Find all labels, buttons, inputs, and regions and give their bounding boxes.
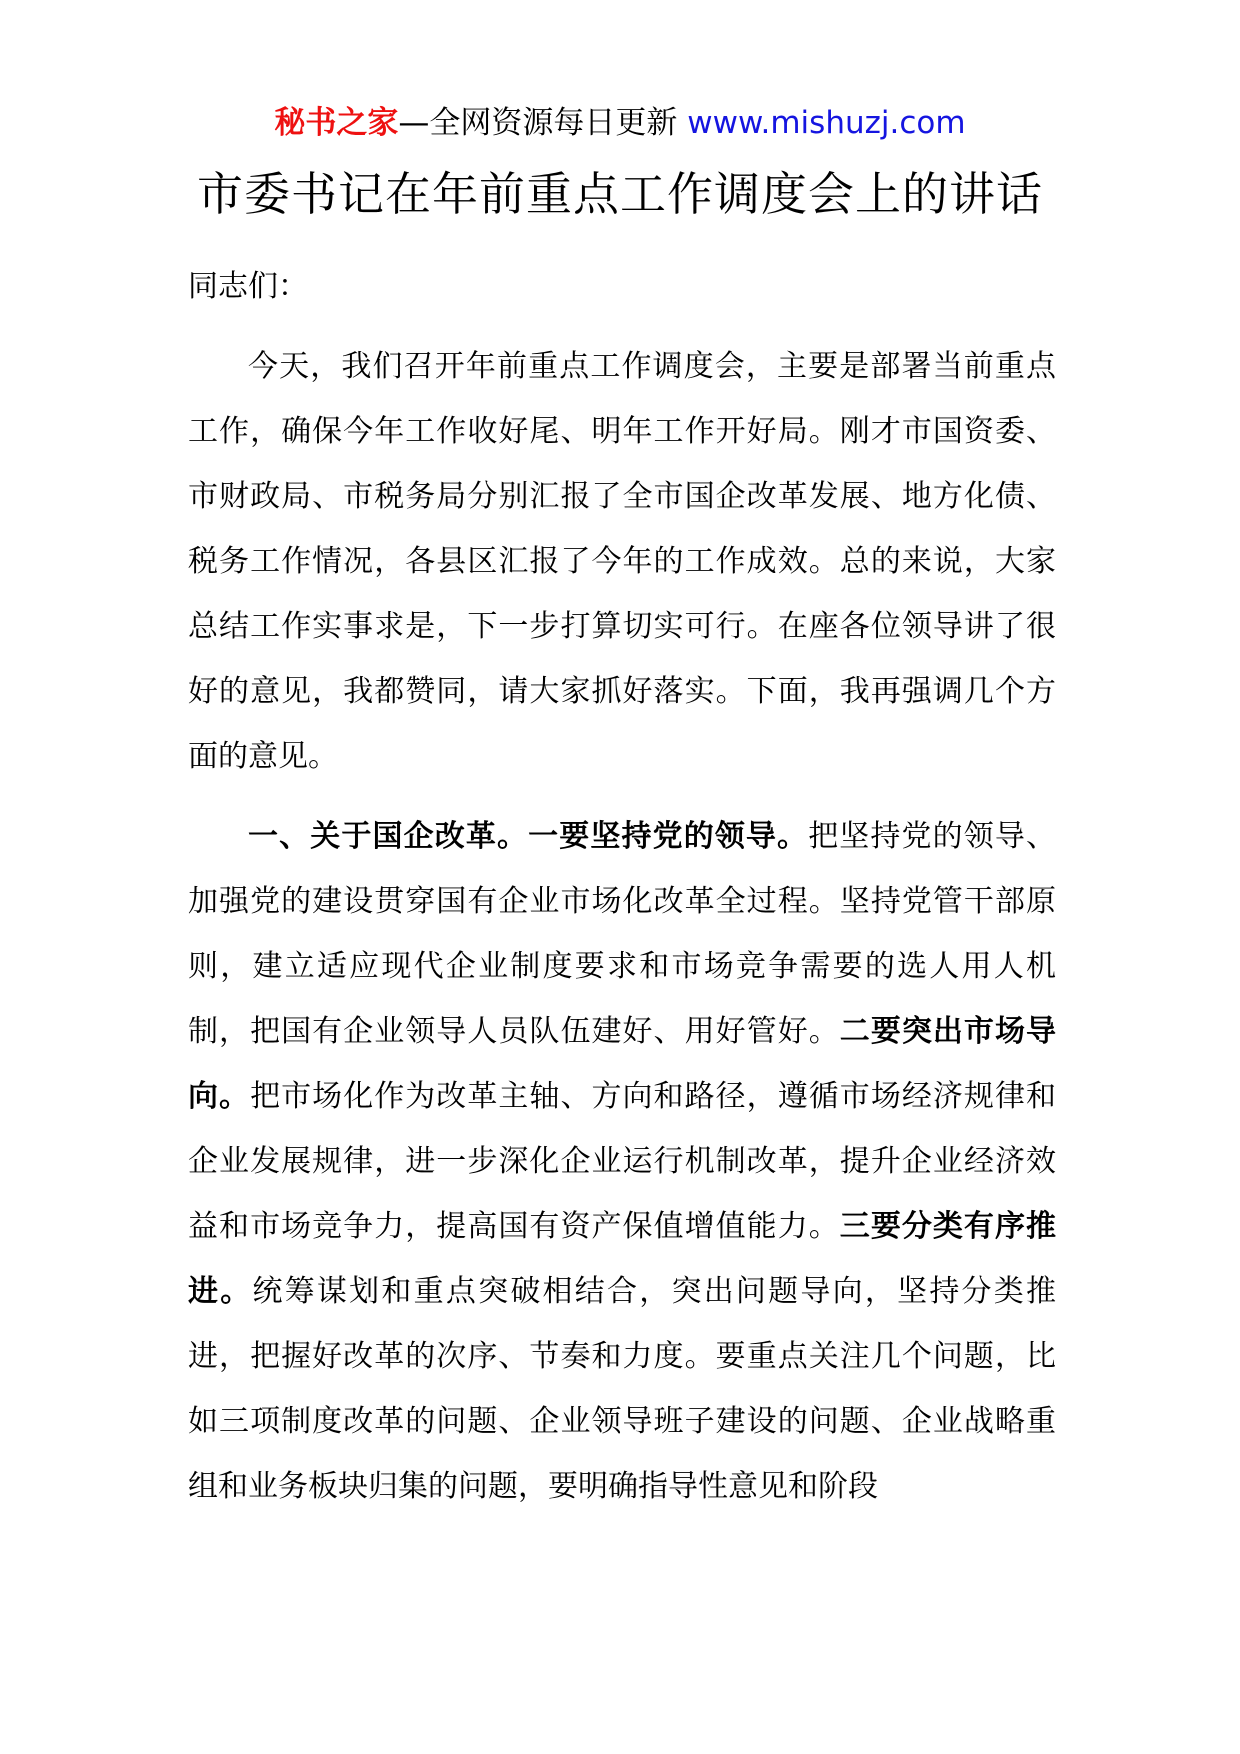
- point3-text: 统筹谋划和重点突破相结合，突出问题导向，坚持分类推进，把握好改革的次序、节奏和力度。要重点关注几个问题，比如三项制度改革的问题、企业领导班子建设的问题、企业战略重组和业务板块归集的问题，要明确指导性意见和阶段: [188, 1274, 1057, 1504]
- point2-text: 把市场化作为改革主轴、方向和路径，遵循市场经济规律和企业发展规律，进一步深化企业运行机制改革，提升企业经济效益和市场竞争力，提高国有资产保值增值能力。: [188, 1079, 1057, 1244]
- point1-text: 把坚持党的领导、加强党的建设贯穿国有企业市场化改革全过程。坚持党管干部原则，建立适应现代企业制度要求和市场竞争需要的选人用人机制，把国有企业领导人员队伍建好、用好管好。: [188, 819, 1057, 1049]
- document-body: [188, 254, 1056, 1534]
- section-heading: 一、关于国企改革。: [248, 819, 529, 854]
- point1-title: 一要坚持党的领导。: [528, 819, 809, 854]
- site-header: [0, 100, 1240, 146]
- header-tagline: —全网资源每日更新: [398, 105, 678, 141]
- document-title: 市委书记在年前重点工作调度会上的讲话: [197, 167, 1043, 221]
- paragraph-soe-reform: [188, 804, 1056, 1519]
- point2-title: 二要突出市场导向。: [188, 1014, 1057, 1114]
- site-url-link[interactable]: www.mishuzj.com: [687, 105, 966, 141]
- brand-name: 秘书之家: [274, 105, 399, 141]
- point3-title: 三要分类有序推进。: [188, 1209, 1057, 1309]
- paragraph-intro: 今天，我们召开年前重点工作调度会，主要是部署当前重点工作，确保今年工作收好尾、明年工作开好局。刚才市国资委、市财政局、市税务局分别汇报了全市国企改革发展、地方化债、税务工作情况，各县区汇报了今年的工作成效。总的来说，大家总结工作实事求是，下一步打算切实可行。在座各位领导讲了很好的意见，我都赞同，请大家抓好落实。下面，我再强调几个方面的意见。: [188, 349, 1056, 774]
- salutation: 同志们：: [188, 269, 308, 304]
